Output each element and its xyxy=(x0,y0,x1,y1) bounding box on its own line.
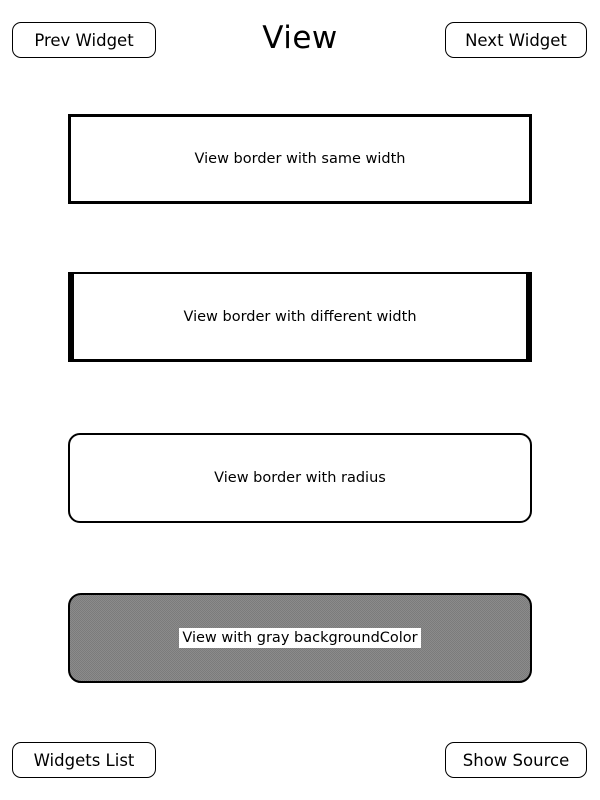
view-gray-background-box xyxy=(68,593,532,683)
view-gray-background-label: View with gray backgroundColor xyxy=(179,628,420,648)
prev-widget-button[interactable]: Prev Widget xyxy=(12,22,156,58)
view-border-different-width-label: View border with different width xyxy=(183,308,417,325)
view-border-different-width-box xyxy=(68,272,532,362)
view-border-same-width-box xyxy=(68,114,532,204)
view-border-same-width-label: View border with same width xyxy=(194,151,406,167)
view-border-radius-box xyxy=(68,433,532,523)
view-border-radius-label: View border with radius xyxy=(214,470,386,486)
next-widget-button[interactable]: Next Widget xyxy=(445,22,587,58)
widgets-list-button[interactable]: Widgets List xyxy=(12,742,156,778)
show-source-button[interactable]: Show Source xyxy=(445,742,587,778)
page-title: View xyxy=(262,20,338,56)
